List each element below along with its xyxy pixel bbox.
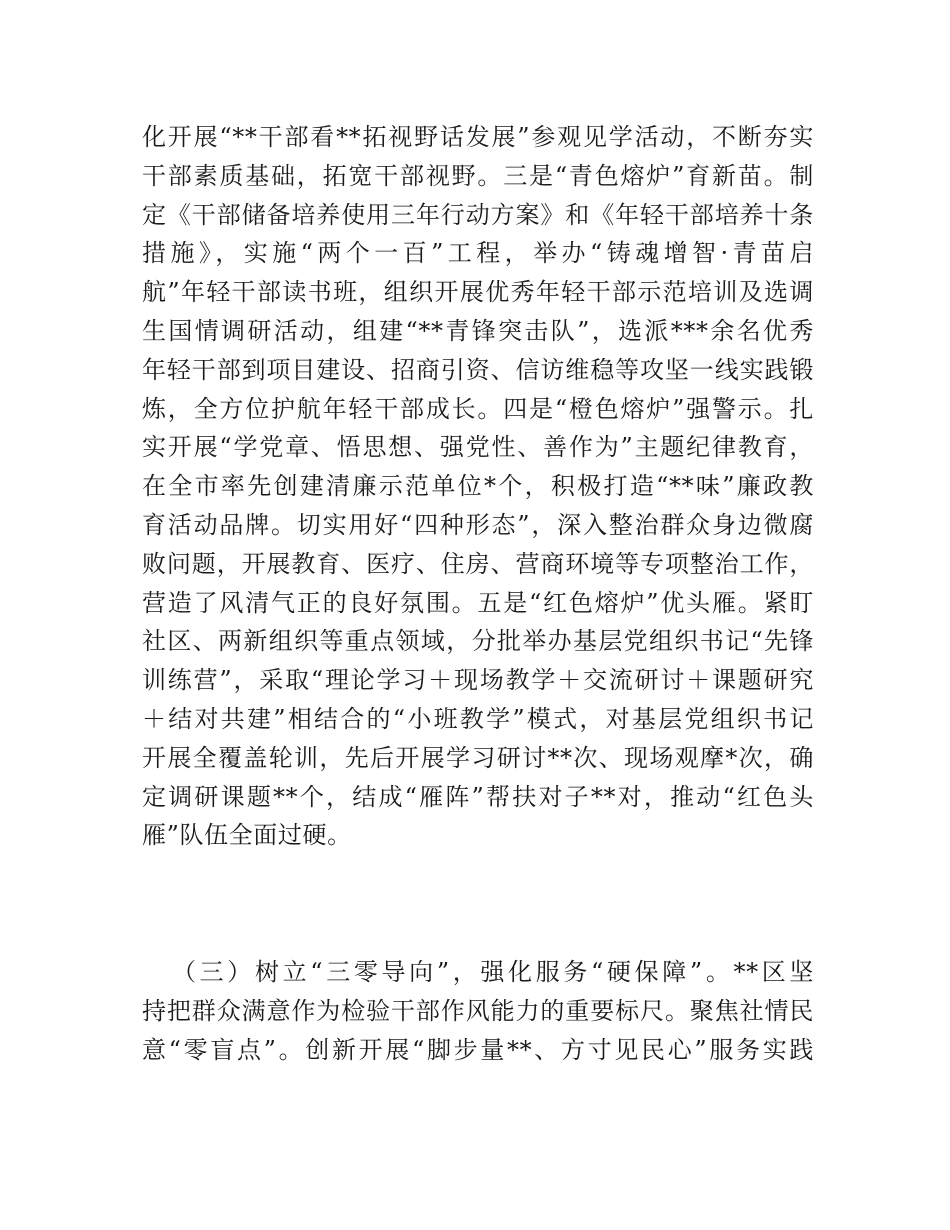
text-line: 措施》，实施“两个一百”工程，举办“铸魂增智·青苗启 (142, 239, 814, 268)
text-line: 定调研课题**个，结成“雁阵”帮扶对子**对，推动“红色头 (142, 782, 814, 811)
text-line: 持把群众满意作为检验干部作风能力的重要标尺。聚焦社情民 (142, 996, 814, 1025)
text-line: 在全市率先创建清廉示范单位*个，积极打造“**味”廉政教 (142, 472, 814, 501)
text-line: 育活动品牌。切实用好“四种形态”，深入整治群众身边微腐 (142, 510, 814, 539)
text-line: ＋结对共建”相结合的“小班教学”模式，对基层党组织书记 (142, 704, 814, 733)
text-line: 化开展“**干部看**拓视野话发展”参观见学活动，不断夯实 (142, 123, 814, 151)
text-line: 定《干部储备培养使用三年行动方案》和《年轻干部培养十条 (142, 200, 814, 229)
text-line: 航”年轻干部读书班，组织开展优秀年轻干部示范培训及选调 (142, 278, 814, 307)
text-line: 营造了风清气正的良好氛围。五是“红色熔炉”优头雁。紧盯 (142, 588, 814, 617)
text-line: 年轻干部到项目建设、招商引资、信访维稳等攻坚一线实践锻 (142, 355, 814, 384)
text-line: 训练营”，采取“理论学习＋现场教学＋交流研讨＋课题研究 (142, 666, 814, 695)
text-line: 意“零盲点”。创新开展“脚步量**、方寸见民心”服务实践 (142, 1035, 814, 1064)
text-line: 雁”队伍全面过硬。 (142, 821, 352, 850)
text-line: 干部素质基础，拓宽干部视野。三是“青色熔炉”育新苗。制 (142, 161, 814, 190)
text-line: 败问题，开展教育、医疗、住房、营商环境等专项整治工作， (142, 549, 814, 578)
text-line: 实开展“学党章、悟思想、强党性、善作为”主题纪律教育， (142, 433, 814, 462)
paragraph-2 (142, 953, 814, 1069)
text-line: 社区、两新组织等重点领域，分批举办基层党组织书记“先锋 (142, 627, 814, 656)
paragraph-1 (142, 118, 814, 855)
text-line: （三）树立“三零导向”，强化服务“硬保障”。**区坚 (172, 958, 814, 986)
text-line: 炼，全方位护航年轻干部成长。四是“橙色熔炉”强警示。扎 (142, 394, 814, 423)
text-line: 生国情调研活动，组建“**青锋突击队”，选派***余名优秀 (142, 316, 814, 345)
text-line: 开展全覆盖轮训，先后开展学习研讨**次、现场观摩*次，确 (142, 743, 814, 772)
